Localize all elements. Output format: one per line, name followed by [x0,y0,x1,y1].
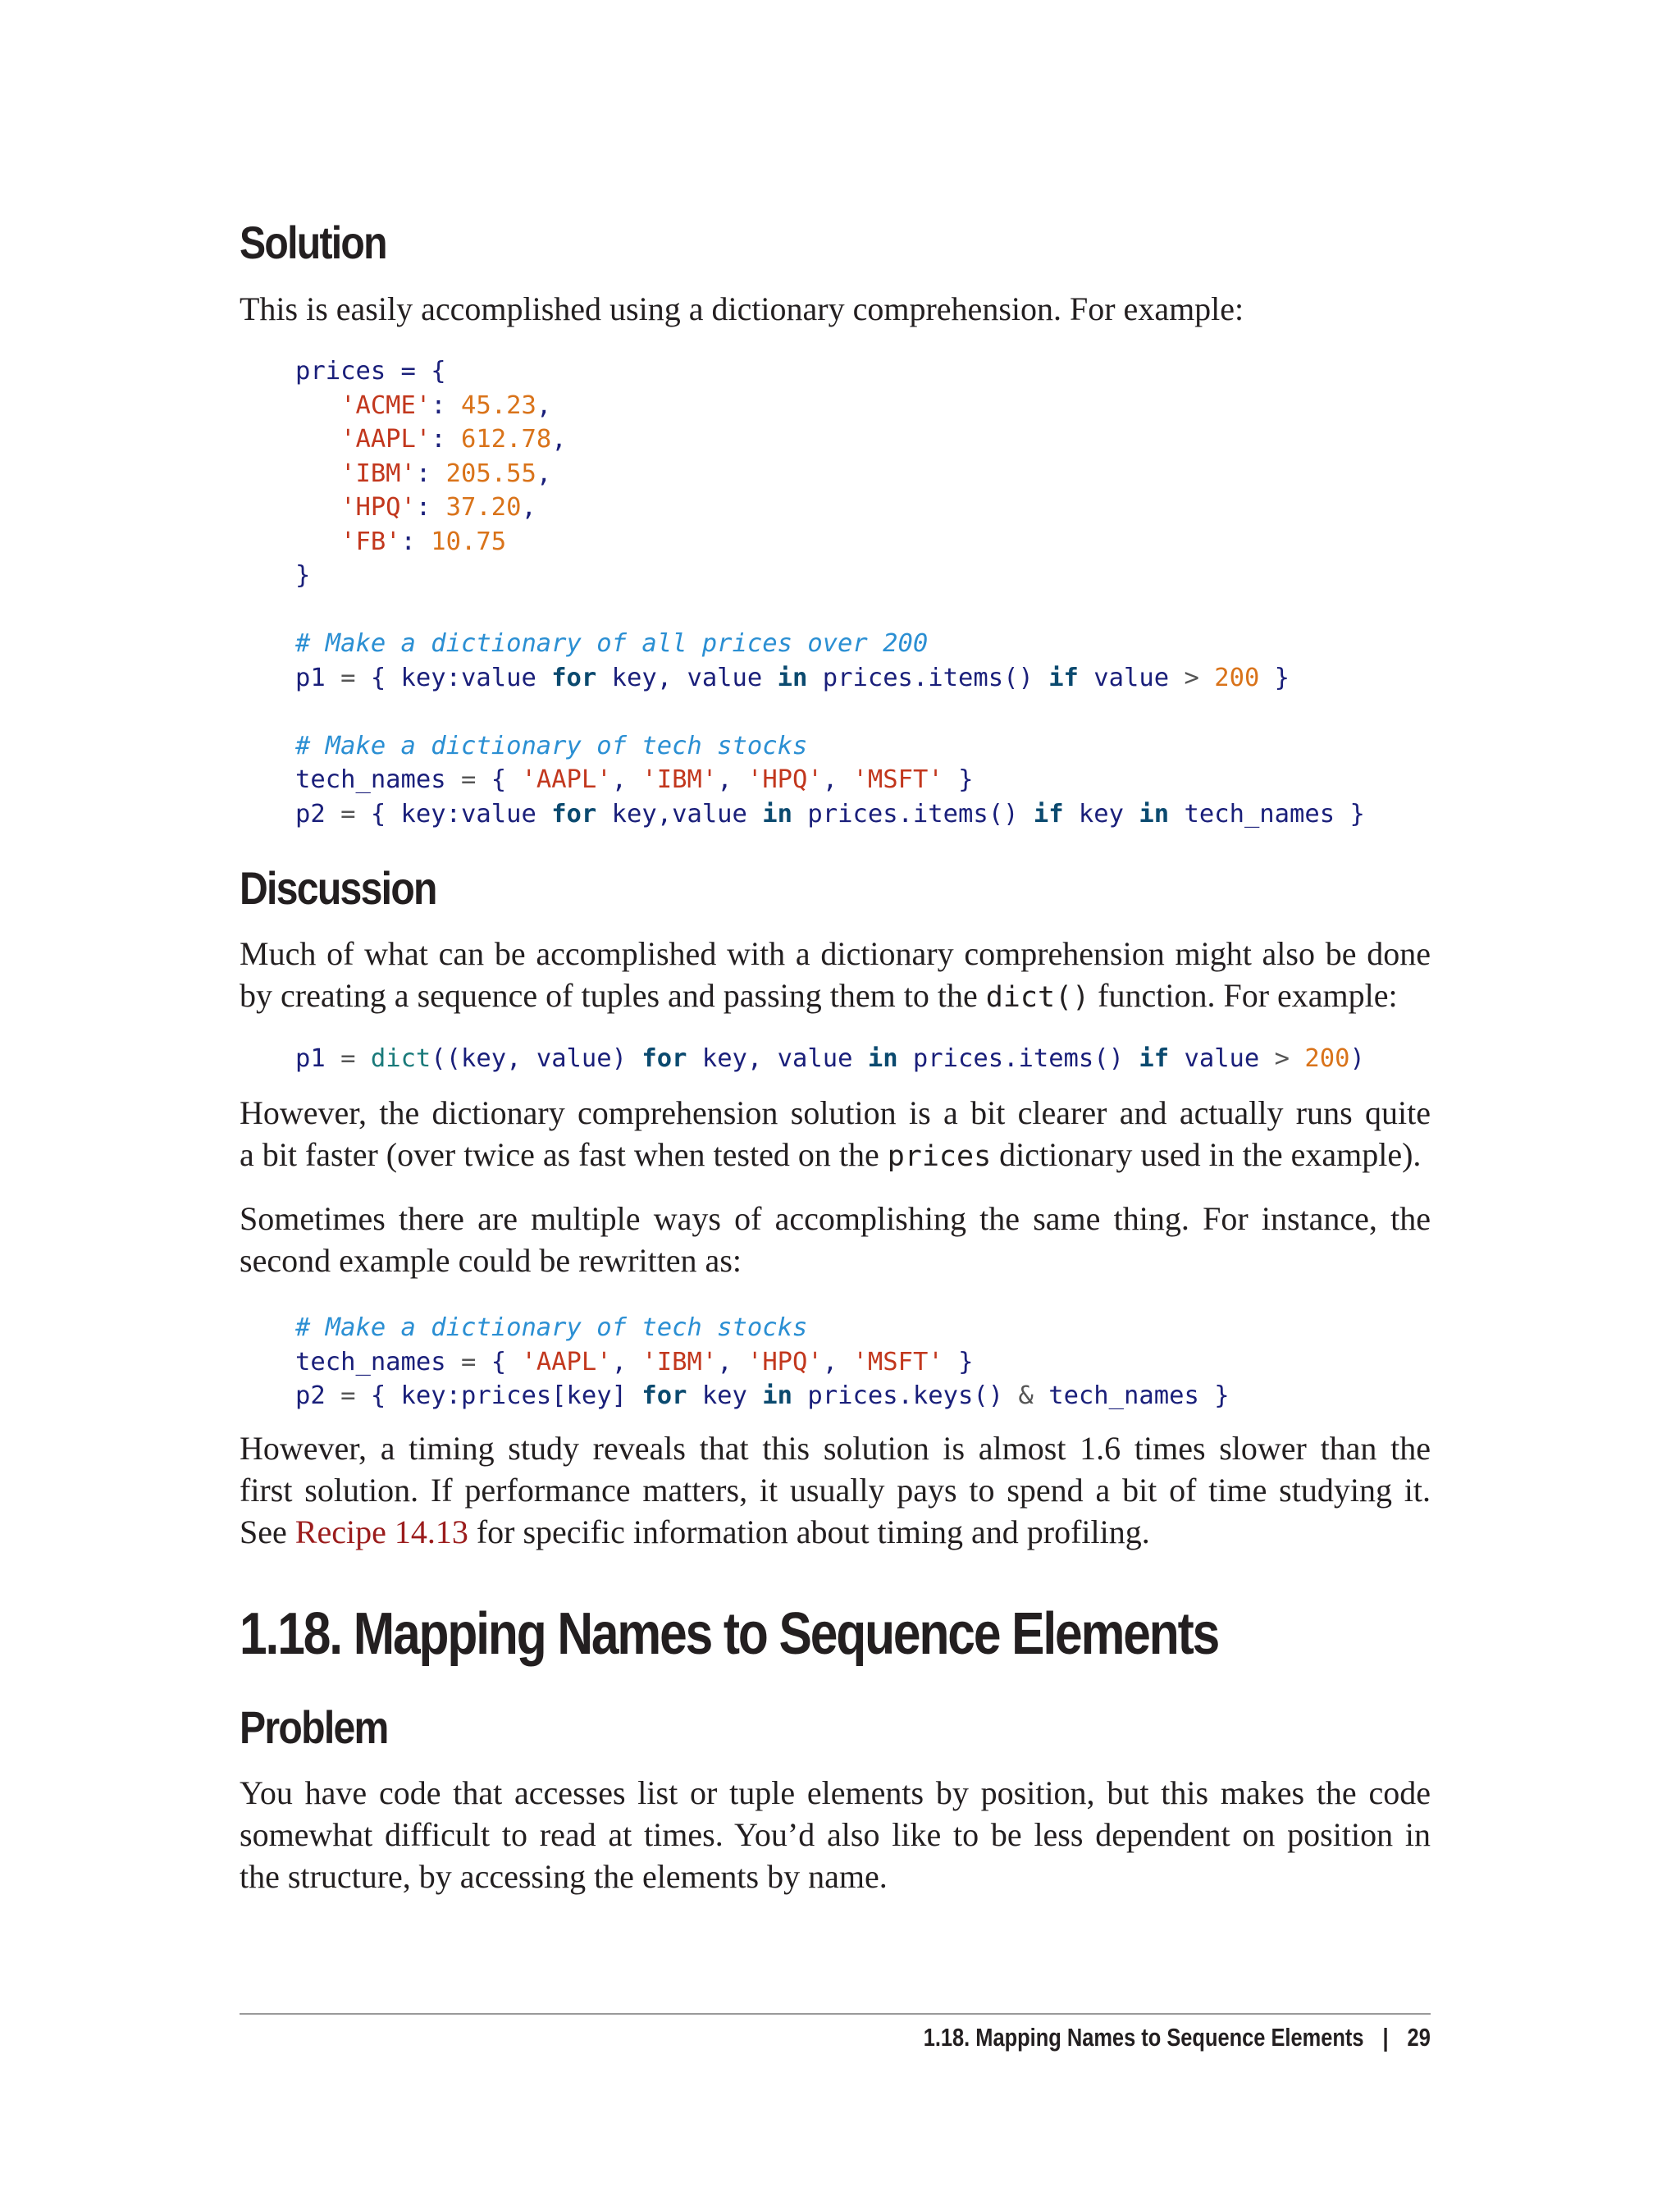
page-footer [924,2023,1431,2052]
discussion-para-3: Sometimes there are multiple ways of accomplishing the same thing. For instance, the second example could be rewritten as: [240,1200,1431,1279]
problem-heading: Problem [240,1701,388,1753]
solution-heading: Solution [240,217,386,268]
code-block-dict-call: p1 = dict((key, value) for key, value in prices.items() if value > 200) [295,1044,1365,1073]
discussion-para-1: Much of what can be accomplished with a dictionary comprehension might also be done by creating a sequence of tuples and passing them to the dict() function. For example: [240,935,1431,1014]
discussion-para-2: However, the dictionary comprehension solution is a bit clearer and actually runs quite a bit faster (over twice as fast when tested on the prices dictionary used in the example). [240,1094,1431,1173]
discussion-heading: Discussion [240,862,436,914]
inline-code-prices: prices [887,1140,992,1173]
section-title: 1.18. Mapping Names to Sequence Elements [240,1601,1219,1667]
footer-rule [240,2013,1431,2015]
code-block-dict-comprehension: prices = { 'ACME': 45.23, 'AAPL': 612.78, 'IBM': 205.55, 'HPQ': 37.20, 'FB': 10.75 } # Make a dictionary of all prices over 200 p1 = { key:value for key, value in prices.items() if value > 200 } # Make a dictionary of tech stocks tech_names = { 'AAPL', 'IBM', 'HPQ', 'MSFT' } p2 = { key:value for key,value in prices.items() if key in tech_names } [295,357,1365,829]
footer-separator: | [1382,2023,1389,2052]
page-number: 29 [1407,2023,1431,2052]
inline-code-dict: dict() [985,981,1090,1014]
book-page [240,0,1431,2205]
discussion-para-4: However, a timing study reveals that this solution is almost 1.6 times slower than the first solution. If performance matters, it usually pays to spend a bit of time studying it. See Recipe 14.13 for specific information about timing and profiling. [240,1430,1431,1550]
running-title: 1.18. Mapping Names to Sequence Elements [923,2023,1364,2052]
problem-para: You have code that accesses list or tuple elements by position, but this makes the code somewhat difficult to read at times. You’d also like to be less dependent on position in the structure, by accessing the elements by name. [240,1774,1431,1895]
recipe-link[interactable]: Recipe 14.13 [294,1513,468,1550]
code-block-set-intersection: # Make a dictionary of tech stocks tech_names = { 'AAPL', 'IBM', 'HPQ', 'MSFT' } p2 = { key:prices[key] for key in prices.keys() & tech_names } [295,1313,1230,1410]
solution-intro: This is easily accomplished using a dictionary comprehension. For example: [240,290,1244,327]
